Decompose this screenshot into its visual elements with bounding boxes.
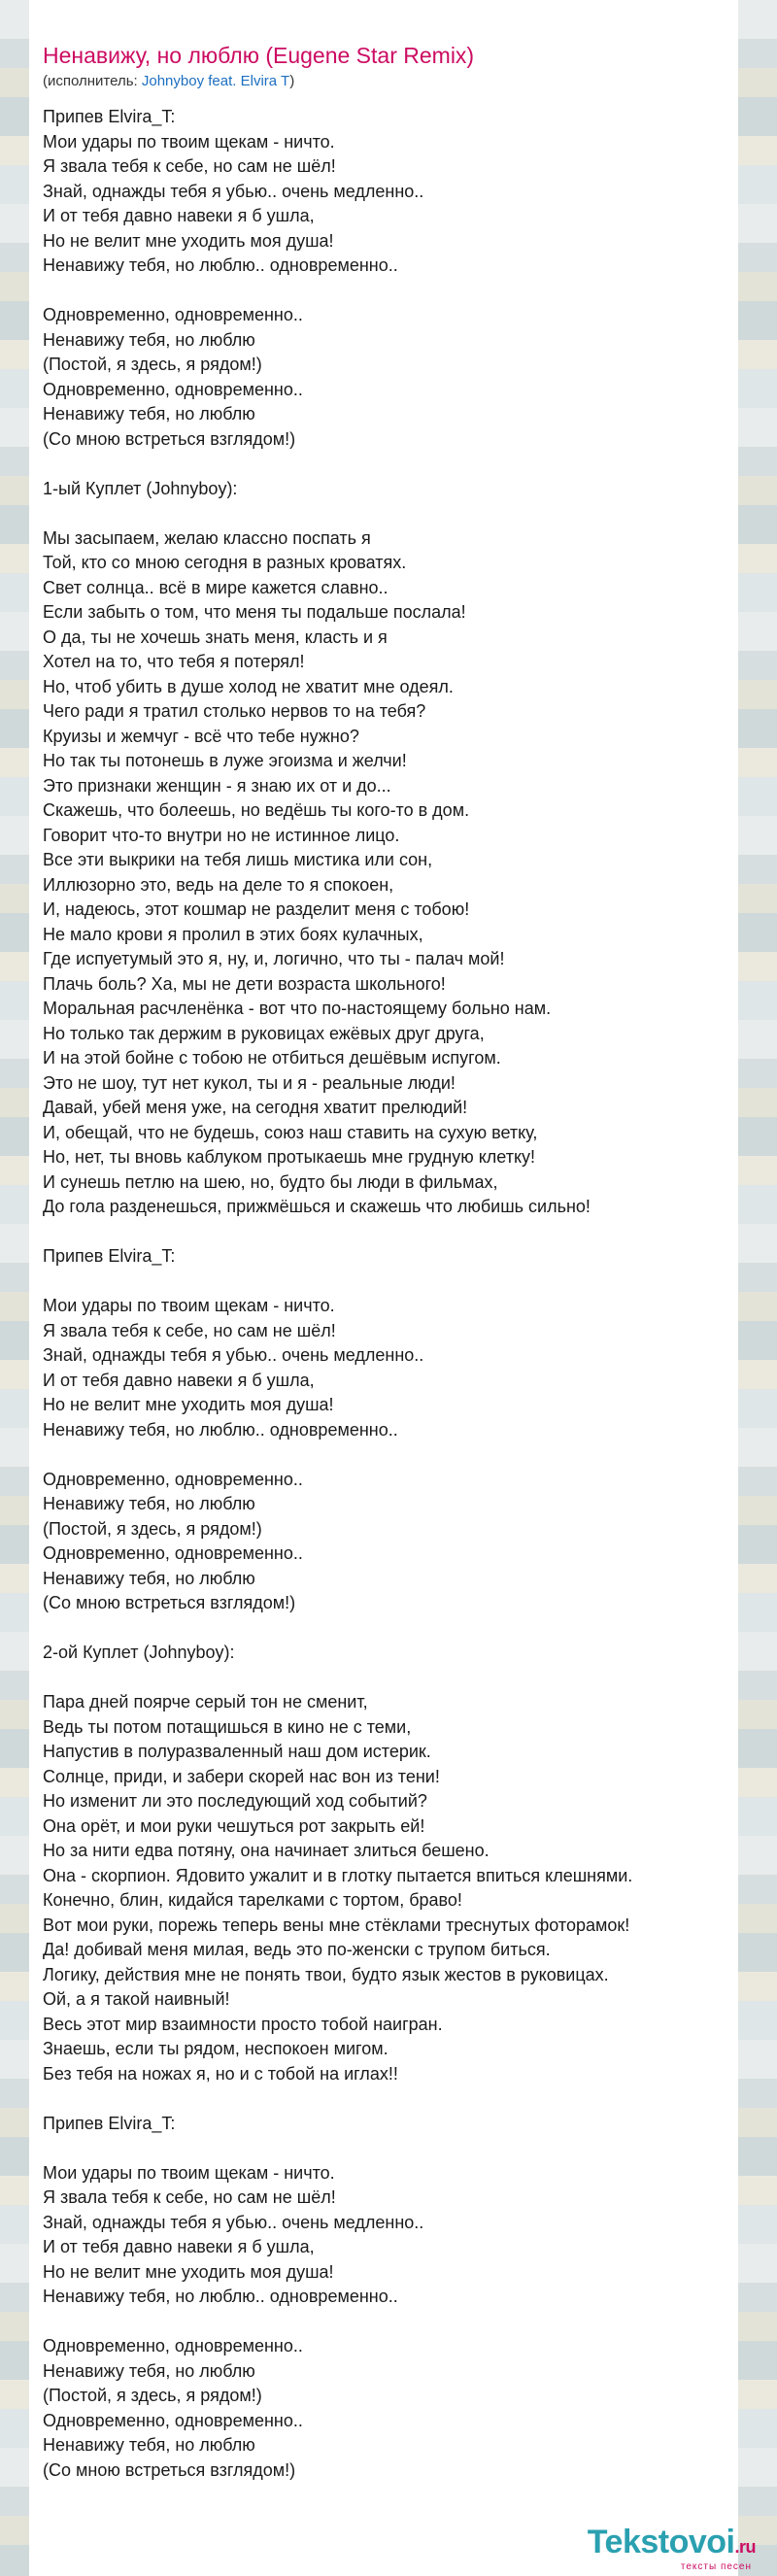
lyric-line — [43, 501, 723, 526]
lyric-line: Без тебя на ножах я, но и с тобой на иглах!! — [43, 2063, 398, 2084]
lyric-line: 1-ый Куплет (Johnyboy): — [43, 478, 238, 498]
lyric-line: Одновременно, одновременно.. — [43, 1469, 303, 1489]
lyric-line: Ненавижу тебя, но люблю — [43, 404, 255, 424]
lyric-line — [43, 1270, 723, 1295]
lyric-line: Скажешь, что болеешь, но ведёшь ты кого-то в дом. — [43, 800, 470, 820]
lyric-line: Но так ты потонешь в луже эгоизма и желчи! — [43, 751, 407, 770]
lyric-line: Одновременно, одновременно.. — [43, 2410, 303, 2430]
lyric-line: Но, нет, ты вновь каблуком протыкаешь мне грудную клетку! — [43, 1147, 536, 1167]
lyric-line: Круизы и жемчуг - всё что тебе нужно? — [43, 726, 359, 746]
lyric-line: Ненавижу тебя, но люблю — [43, 1568, 255, 1588]
lyric-line: До гола разденешься, прижмёшься и скажешь что любишь сильно! — [43, 1197, 591, 1216]
lyric-line: Ненавижу тебя, но люблю — [43, 1494, 255, 1513]
lyric-line: Моральная расчленёнка - вот что по-настоящему больно нам. — [43, 999, 552, 1018]
lyric-line: Все эти выкрики на тебя лишь мистика или сон, — [43, 850, 433, 869]
logo-wordmark — [588, 2525, 756, 2563]
lyric-line: И на этой бойне с тобою не отбиться дешёвым испугом. — [43, 1048, 501, 1068]
lyric-line: (Постой, я здесь, я рядом!) — [43, 1518, 262, 1539]
lyric-line: Это признаки женщин - я знаю их от и до... — [43, 775, 391, 796]
lyric-line: Мои удары по твоим щекам - ничто. — [43, 2162, 335, 2183]
lyric-line: Говорит что-то внутри но не истинное лицо. — [43, 825, 400, 845]
lyric-line: Мы засыпаем, желаю классно поспать я — [43, 527, 371, 548]
lyric-line: 2-ой Куплет (Johnyboy): — [43, 1643, 235, 1662]
lyric-line: Она - скорпион. Ядовито ужалит и в глотку пытается впиться клешнями. — [43, 1865, 633, 1885]
lyric-line: Знай, однажды тебя я убью.. очень медленно.. — [43, 2212, 424, 2232]
artist-suffix: ) — [289, 73, 295, 89]
lyric-line: И от тебя давно навеки я б ушла, — [43, 2237, 315, 2256]
lyric-line: И от тебя давно навеки я б ушла, — [43, 1370, 315, 1390]
lyric-line: Ведь ты потом потащишься в кино не с теми, — [43, 1716, 412, 1737]
lyric-line: Я звала тебя к себе, но сам не шёл! — [43, 156, 336, 176]
lyric-line: Если забыть о том, что меня ты подальше послала! — [43, 602, 466, 622]
lyric-line: Логику, действия мне не понять твои, будто язык жестов в руковицах. — [43, 1964, 609, 1984]
lyric-line: Не мало крови я пролил в этих боях кулачных, — [43, 924, 423, 944]
lyric-line: Это не шоу, тут нет кукол, ты и я - реальные люди! — [43, 1072, 456, 1093]
lyric-line: Мои удары по твоим щекам - ничто. — [43, 1296, 335, 1315]
lyric-line: Пара дней поярче серый тон не сменит, — [43, 1692, 368, 1712]
lyric-line: Свет солнца.. всё в мире кажется славно.. — [43, 577, 388, 597]
lyric-line: Припев Elvira_T: — [43, 1246, 176, 1266]
lyric-line: Знаешь, если ты рядом, неспокоен мигом. — [43, 2039, 388, 2058]
lyric-line: И от тебя давно навеки я б ушла, — [43, 206, 315, 225]
lyric-line: Ненавижу тебя, но люблю.. одновременно.. — [43, 255, 398, 275]
lyric-line: Но, чтоб убить в душе холод не хватит мне одеял. — [43, 676, 454, 696]
lyric-line: Где испуетумый это я, ну, и, логично, что ты - палач мой! — [43, 949, 505, 968]
lyric-line: Но за нити едва потяну, она начинает злиться бешено. — [43, 1841, 490, 1860]
lyric-line: Я звала тебя к себе, но сам не шёл! — [43, 1320, 336, 1340]
artist-link[interactable]: Johnyboy feat. Elvira T — [141, 73, 290, 89]
lyric-line: Чего ради я тратил столько нервов то на тебя? — [43, 701, 426, 721]
lyric-line: Вот мои руки, порежь теперь вены мне стёклами треснутых фоторамок! — [43, 1915, 630, 1935]
lyric-line: Мои удары по твоим щекам - ничто. — [43, 131, 335, 152]
logo-main-text: Tekstovoi — [587, 2524, 735, 2560]
lyric-line: Она орёт, и мои руки чешуться рот закрыть ей! — [43, 1815, 425, 1836]
lyric-line: Напустив в полуразваленный наш дом истерик. — [43, 1742, 431, 1761]
song-title: Ненавижу, но люблю (Eugene Star Remix) — [43, 43, 475, 68]
lyric-line — [43, 2310, 723, 2335]
lyric-line: Но только так держим в руковицах ежёвых друг друга, — [43, 1023, 485, 1043]
lyric-line — [43, 279, 723, 304]
lyric-line: Но не велит мне уходить моя душа! — [43, 230, 334, 251]
lyric-line: (Со мною встреться взглядом!) — [43, 1593, 296, 1612]
lyric-line: Но не велит мне уходить моя душа! — [43, 2261, 334, 2282]
lyric-line: Одновременно, одновременно.. — [43, 379, 303, 399]
lyric-line: (Постой, я здесь, я рядом!) — [43, 2386, 262, 2405]
lyric-line: Ненавижу тебя, но люблю.. одновременно.. — [43, 2287, 398, 2306]
lyric-line: Давай, убей меня уже, на сегодня хватит прелюдий! — [43, 1098, 468, 1117]
lyric-line: Но изменит ли это последующий ход событий? — [43, 1791, 427, 1811]
lyric-line: Знай, однажды тебя я убью.. очень медленно.. — [43, 181, 424, 201]
lyric-line: Плачь боль? Ха, мы не дети возраста школьного! — [43, 973, 446, 994]
lyric-line: Ненавижу тебя, но люблю.. одновременно.. — [43, 1419, 398, 1440]
lyric-line: Знай, однажды тебя я убью.. очень медленно.. — [43, 1345, 424, 1365]
lyric-line: И сунешь петлю на шею, но, будто бы люди в фильмах, — [43, 1171, 498, 1192]
lyric-line — [43, 2086, 723, 2112]
lyric-line: (Со мною встреться взглядом!) — [43, 428, 296, 449]
lyric-line: (Со мною встреться взглядом!) — [43, 2459, 296, 2480]
lyric-line: Одновременно, одновременно.. — [43, 2336, 303, 2356]
site-logo[interactable] — [588, 2525, 756, 2572]
logo-tagline: тексты песен — [680, 2561, 752, 2572]
lyric-line: И, надеюсь, этот кошмар не разделит меня с тобою! — [43, 899, 470, 919]
lyric-line: Весь этот мир взаимности просто тобой наигран. — [43, 2014, 443, 2034]
lyric-line — [43, 1616, 723, 1642]
lyric-line — [43, 1442, 723, 1468]
lyric-line: Одновременно, одновременно.. — [43, 305, 303, 324]
lyric-line: Ненавижу тебя, но люблю — [43, 2435, 255, 2455]
lyric-line — [43, 1220, 723, 1245]
lyric-line: Но не велит мне уходить моя душа! — [43, 1395, 334, 1414]
lyric-line: И, обещай, что не будешь, союз наш ставить на сухую ветку, — [43, 1122, 538, 1142]
lyric-line — [43, 452, 723, 477]
lyric-line: Солнце, приди, и забери скорей нас вон из тени! — [43, 1766, 440, 1786]
lyric-line: Той, кто со мною сегодня в разных кроватях. — [43, 553, 407, 572]
lyric-line — [43, 2136, 723, 2161]
lyric-line: Да! добивай меня милая, ведь это по-женски с трупом биться. — [43, 1940, 551, 1959]
lyric-line: О да, ты не хочешь знать меня, класть и я — [43, 627, 388, 647]
artist-prefix: (исполнитель: — [43, 73, 142, 89]
lyric-line: Припев Elvira_T: — [43, 107, 176, 126]
lyric-line: Одновременно, одновременно.. — [43, 1543, 303, 1563]
lyric-line — [43, 1666, 723, 1691]
lyrics-text — [43, 105, 723, 2483]
logo-tld: .ru — [734, 2537, 756, 2557]
lyric-line: Хотел на то, что тебя я потерял! — [43, 652, 305, 671]
lyric-line: Конечно, блин, кидайся тарелками с тортом, браво! — [43, 1890, 462, 1910]
lyric-line: Я звала тебя к себе, но сам не шёл! — [43, 2187, 336, 2207]
lyric-line: Припев Elvira_T: — [43, 2113, 176, 2133]
lyric-line: Иллюзорно это, ведь на деле то я спокоен, — [43, 874, 394, 895]
lyric-line: Ненавижу тебя, но люблю — [43, 329, 255, 350]
lyric-line: (Постой, я здесь, я рядом!) — [43, 355, 262, 374]
lyric-line: Ой, а я такой наивный! — [43, 1989, 230, 2009]
lyric-line: Ненавижу тебя, но люблю — [43, 2360, 255, 2381]
artist-line — [43, 73, 294, 89]
